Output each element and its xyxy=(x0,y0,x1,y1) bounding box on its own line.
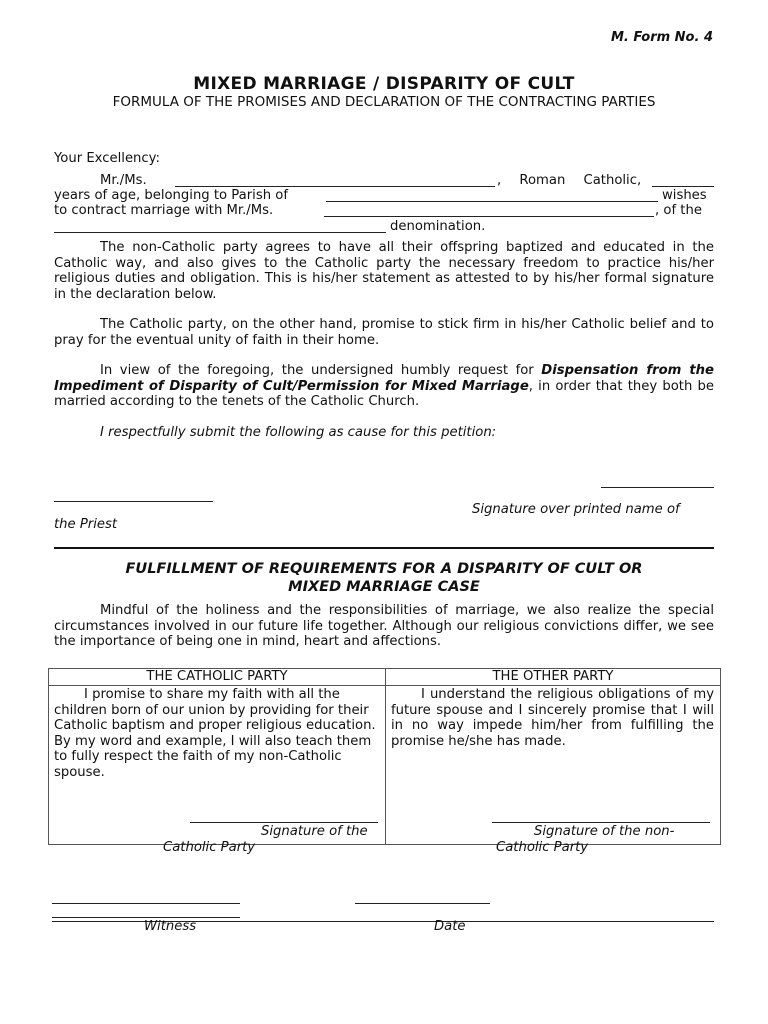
catholic-signature-label: Signature of the xyxy=(261,824,368,839)
document-title: MIXED MARRIAGE / DISPARITY OF CULT xyxy=(193,74,575,94)
parties-table xyxy=(48,668,721,855)
age-line[interactable] xyxy=(652,186,714,187)
priest-signature-line-right[interactable] xyxy=(601,487,714,488)
date-line-top[interactable] xyxy=(355,903,490,904)
date-label: Date xyxy=(434,919,466,934)
priest-signature-label: Signature over printed name of xyxy=(472,502,680,517)
section2-heading-line1: FULFILLMENT OF REQUIREMENTS FOR A DISPARITY OF CULT OR xyxy=(125,561,643,577)
salutation: Your Excellency: xyxy=(54,151,160,166)
wishes-label: wishes xyxy=(662,188,707,203)
other-signature-label: Signature of the non- xyxy=(534,824,675,839)
catholic-name-line[interactable] xyxy=(175,186,495,187)
request-text-bold: Dispensation from the Impediment of Disparity of Cult/Permission for Mixed Marriage xyxy=(54,363,714,394)
denomination-label: denomination. xyxy=(390,219,486,234)
form-number: M. Form No. 4 xyxy=(610,30,713,45)
catholic-signature-line[interactable] xyxy=(190,822,378,823)
parish-line[interactable] xyxy=(326,201,658,202)
submit-statement: I respectfully submit the following as cause for this petition: xyxy=(100,425,497,440)
section2-intro: Mindful of the holiness and the responsibilities of marriage, we also realize the special circumstances involved in our future life together. Although our religious convictions differ, we see the importance of being one in mind, heart and affections. xyxy=(54,603,714,649)
priest-signature-line-left[interactable] xyxy=(54,501,213,502)
catholic-party-header: THE CATHOLIC PARTY xyxy=(49,669,386,686)
catholic-signature-label-cont: Catholic Party xyxy=(163,840,256,855)
contract-marriage-label: to contract marriage with Mr./Ms. xyxy=(54,203,274,218)
request-text-after: , in order that they both be married according to the tenets of the Catholic Church. xyxy=(54,378,714,409)
spouse-name-line[interactable] xyxy=(324,216,654,217)
request-paragraph xyxy=(54,363,714,410)
catholic-paragraph: The Catholic party, on the other hand, promise to stick firm in his/her Catholic belief and to pray for the eventual unity of faith in their home. xyxy=(54,317,714,348)
witness-label: Witness xyxy=(144,919,197,934)
document-subtitle: FORMULA OF THE PROMISES AND DECLARATION OF THE CONTRACTING PARTIES xyxy=(112,94,656,110)
denomination-line[interactable] xyxy=(54,232,386,233)
request-text-before: In view of the foregoing, the undersigned humbly request for xyxy=(100,363,542,378)
catholic-party-promise: I promise to share my faith with all the children born of our union by providing for their Catholic baptism and proper religious education. By my word and example, I will also teach them to fully respect the faith of my non-Catholic spouse. xyxy=(54,687,376,780)
other-signature-label-cont: Catholic Party xyxy=(496,840,589,855)
other-party-promise: I understand the religious obligations of my future spouse and I sincerely promise that I will in no way impede him/her from fulfilling the promise he/she has made. xyxy=(391,687,714,749)
witness-line-1[interactable] xyxy=(52,903,240,904)
of-the-label: , of the xyxy=(655,203,702,218)
catholic-party-cell xyxy=(49,686,386,855)
other-party-header: THE OTHER PARTY xyxy=(386,669,721,686)
years-of-age-label: years of age, belonging to Parish of xyxy=(54,188,288,203)
witness-line-2[interactable] xyxy=(52,917,240,918)
section2-heading-line2: MIXED MARRIAGE CASE xyxy=(288,579,480,595)
priest-signature-label-cont: the Priest xyxy=(54,517,118,532)
other-signature-line[interactable] xyxy=(492,822,710,823)
section-divider xyxy=(54,547,714,549)
other-party-cell xyxy=(386,686,721,855)
mr-ms-label: Mr./Ms. xyxy=(100,173,147,188)
roman-catholic-label: , Roman Catholic, xyxy=(497,173,642,188)
non-catholic-paragraph: The non-Catholic party agrees to have all their offspring baptized and educated in the Catholic way, and also gives to the Catholic party the necessary freedom to practice his/her religious duties and obligation. This is his/her statement as attested to by his/her formal signature in the declaration below. xyxy=(54,240,714,302)
